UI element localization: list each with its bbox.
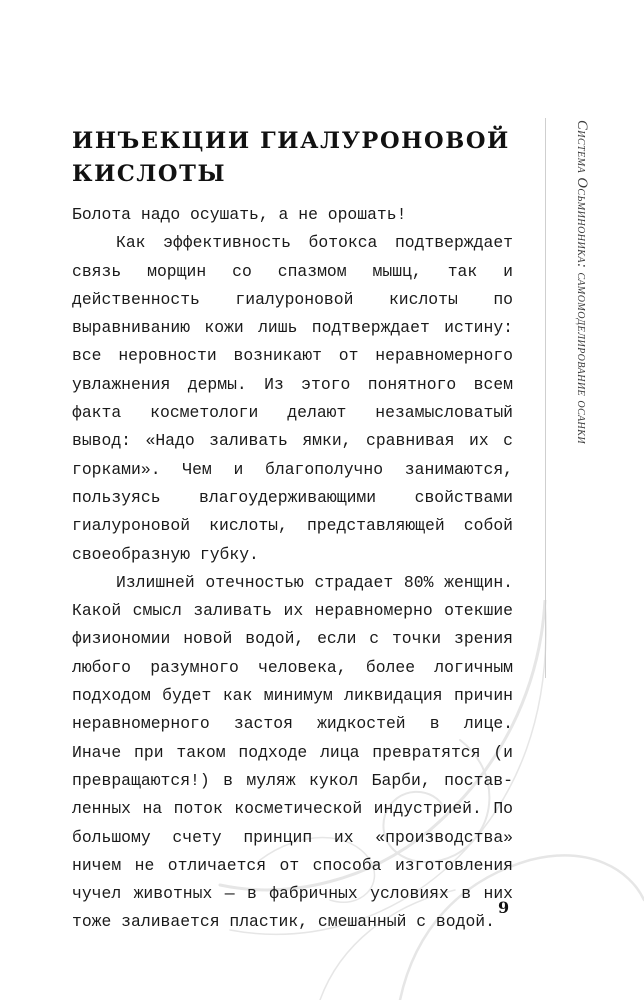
page-number: 9 xyxy=(498,898,510,917)
body-text xyxy=(72,201,513,937)
running-header: Система Осьминоника: самомоделирование осанки xyxy=(574,120,590,445)
paragraph: Излишней отечностью страдает 80% женщин. Какой смысл заливать их неравномерно отекшие физиономии новой водой, если с точки зрения любого разумного человека, более логичным подходом будет как минимум ликвидация причин неравномерного застоя жидкостей в лице. Иначе при таком подходе лица превратятся (и превращаются!) в муляж кукол Барби, поставленных на поток косметической индустрией. По большому счету принцип их «производства» ничем не отличается от способа изготовления чучел животных — в фабричных условиях в них тоже заливается пластик, смешанный с водой. xyxy=(72,572,513,932)
vertical-divider xyxy=(545,118,546,678)
chapter-title: ИНЪЕКЦИИ ГИАЛУРОНОВОЙ КИСЛОТЫ xyxy=(72,128,510,187)
paragraph: Как эффективность ботокса подтверждает связь морщин со спазмом мышц, так и действенность гиалуроновой кислоты по выравниванию кожи лишь подтверждает истину: все неровности возникают от неравномерного увлажнения дермы. Из этого понятного всем факта косметологи делают незамысловатый вывод: «Надо заливать ямки, сравнивая их с горками». Чем и благополучно занимаются, пользуясь влагоудерживающими свойствами гиалуроновой кислоты, представляющей собой своеобразную губку. xyxy=(72,233,513,564)
epigraph: Болота надо осушать, а не орошать! xyxy=(72,205,407,224)
